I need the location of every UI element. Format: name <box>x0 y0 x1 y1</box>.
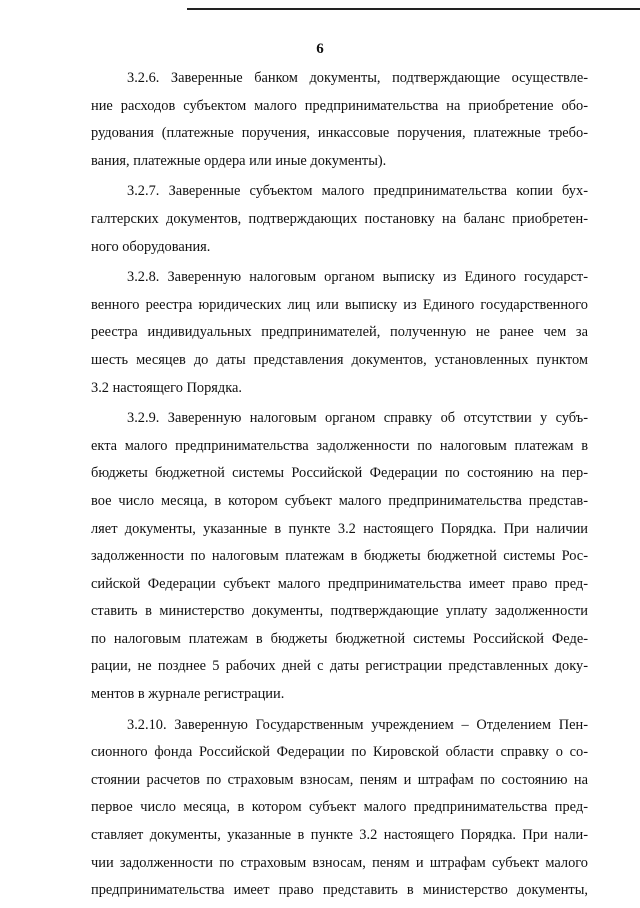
paragraph-3-2-8 <box>91 264 588 402</box>
text-line: вания, платежные ордера или иные документы). <box>91 152 387 169</box>
text-line: первое число месяца, в котором субъект малого предпринимательства пред- <box>91 799 588 816</box>
text-line: шесть месяцев до даты представления документов, установленных пунктом <box>91 351 588 368</box>
text-line: реестра индивидуальных предпринимателей, полученную не ранее чем за <box>91 324 588 341</box>
text-line: сионного фонда Российской Федерации по Кировской области справку о со- <box>91 744 588 761</box>
text-line: чии задолженности по страховым взносам, пеням и штрафам субъект малого <box>91 854 588 871</box>
text-line: ние расходов субъектом малого предпринимательства на приобретение обо- <box>91 97 588 114</box>
text-line: рации, не позднее 5 рабочих дней с даты регистрации представленных доку- <box>91 658 588 675</box>
text-line: вое число месяца, в котором субъект малого предпринимательства представ- <box>91 492 588 509</box>
text-line: бюджеты бюджетной системы Российской Федерации по состоянию на пер- <box>91 465 588 482</box>
text-line: ментов в журнале регистрации. <box>91 686 285 703</box>
text-line: ставить в министерство документы, подтверждающие уплату задолженности <box>91 603 588 620</box>
text-line: предпринимательства имеет право представить в министерство документы, <box>91 882 588 899</box>
page-number: 6 <box>316 41 324 57</box>
text-line: задолженности по налоговым платежам в бюджеты бюджетной системы Рос- <box>91 548 588 565</box>
paragraph-3-2-6 <box>91 65 588 175</box>
text-line: 3.2.6. Заверенные банком документы, подтверждающие осуществле- <box>127 70 588 86</box>
text-line: сийской Федерации субъект малого предпринимательства имеет право пред- <box>91 575 588 592</box>
text-line: ставляет документы, указанные в пункте 3.2 настоящего Порядка. При нали- <box>91 827 588 844</box>
text-line: 3.2.9. Заверенную налоговым органом справку об отсутствии у субъ- <box>127 410 588 427</box>
paragraph-3-2-10 <box>91 712 588 905</box>
paragraph-3-2-9 <box>91 405 588 709</box>
text-line: рудования (платежные поручения, инкассовые поручения, платежные требо- <box>91 125 588 142</box>
text-line: ного оборудования. <box>91 238 211 255</box>
text-line: венного реестра юридических лиц или выписку из Единого государственного <box>91 296 588 313</box>
text-line: 3.2.7. Заверенные субъектом малого предпринимательства копии бух- <box>127 183 588 200</box>
top-rule <box>187 8 640 10</box>
text-line: стоянии расчетов по страховым взносам, пеням и штрафам по состоянию на <box>91 771 588 788</box>
text-line: 3.2.10. Заверенную Государственным учреждением – Отделением Пен- <box>127 716 588 733</box>
text-line: по налоговым платежам в бюджеты бюджетной системы Российской Феде- <box>91 630 588 647</box>
paragraph-3-2-7 <box>91 178 588 261</box>
text-line: галтерских документов, подтверждающих постановку на баланс приобретен- <box>91 210 588 227</box>
document-body <box>91 65 588 908</box>
text-line: 3.2.8. Заверенную налоговым органом выписку из Единого государст- <box>127 269 588 286</box>
text-line: екта малого предпринимательства задолженности по налоговым платежам в <box>91 437 588 454</box>
text-line: 3.2 настоящего Порядка. <box>91 379 242 396</box>
text-line: ляет документы, указанные в пункте 3.2 настоящего Порядка. При наличии <box>91 520 588 537</box>
